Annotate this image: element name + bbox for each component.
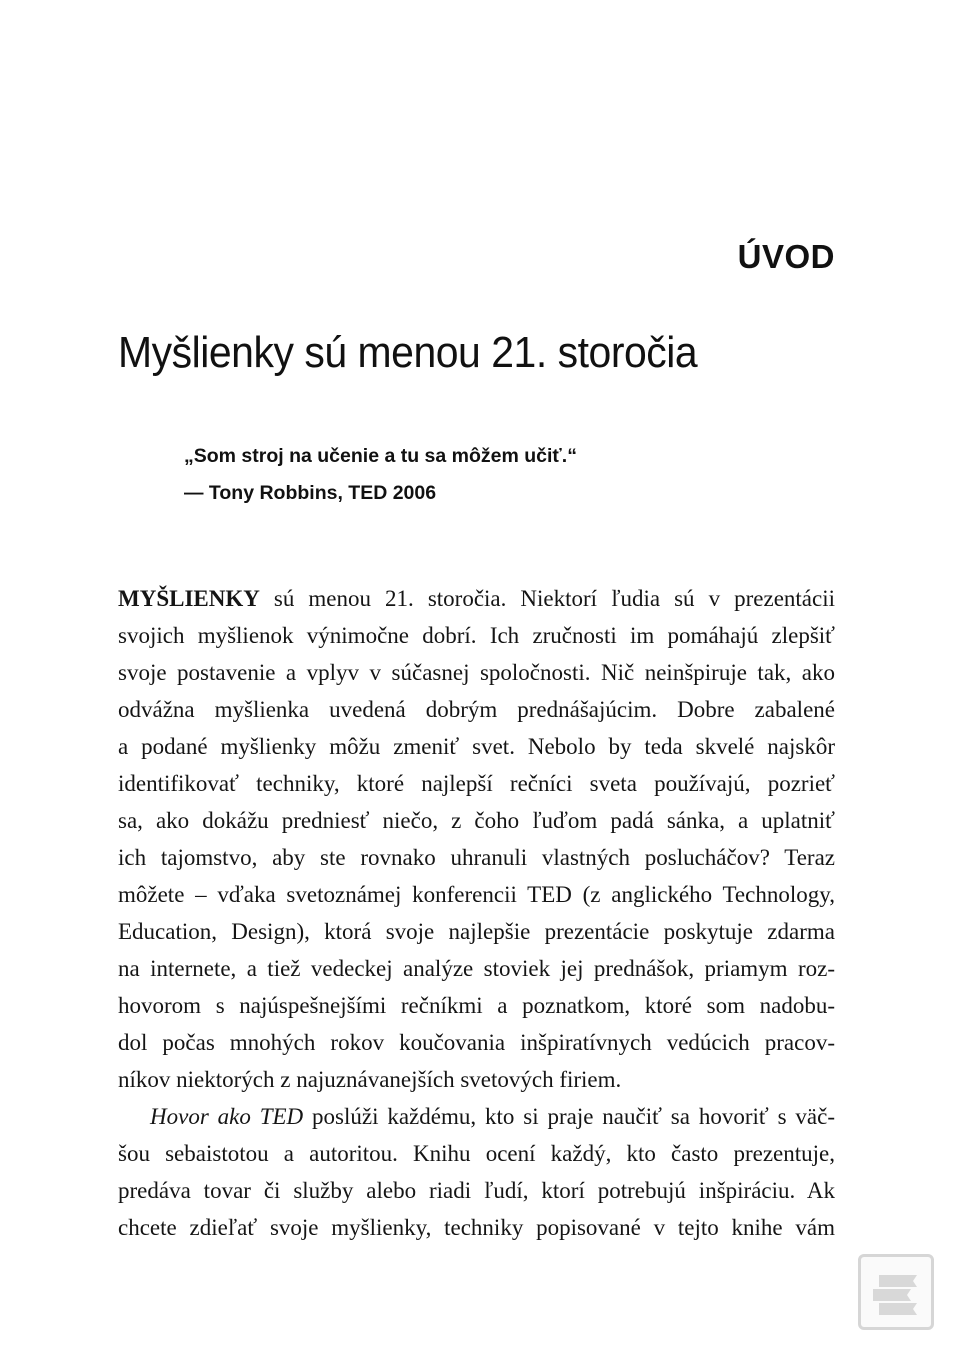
text-line: Hovor ako TED poslúži každému, kto si praje naučiť sa hovoriť s väč- xyxy=(150,1104,835,1129)
text-line: sa, ako dokážu predniesť niečo, z čoho ľuďom padá sánka, a uplatniť xyxy=(118,808,835,833)
chapter-label: ÚVOD xyxy=(737,238,835,275)
corner-badge[interactable] xyxy=(858,1254,934,1330)
text-line: Education, Design), ktorá svoje najlepšie prezentácie poskytuje zdarma xyxy=(118,919,835,944)
paragraph-2 xyxy=(118,1098,835,1246)
text-line: dol počas mnohých rokov koučovania inšpiratívnych vedúcich pracov- xyxy=(118,1030,835,1055)
text-line: MYŠLIENKY sú menou 21. storočia. Niektorí ľudia sú v prezentácii xyxy=(118,586,835,611)
body-text xyxy=(118,580,835,1246)
text-line: môžete – vďaka svetoznámej konferencii TED (z anglického Technology, xyxy=(118,882,835,907)
text-line: predáva tovar či služby alebo riadi ľudí, ktorí potrebujú inšpiráciu. Ak xyxy=(118,1178,835,1203)
book-title-italic: Hovor ako TED xyxy=(150,1104,304,1129)
text-line: ich tajomstvo, aby ste rovnako uhranuli vlastných poslucháčov? Teraz xyxy=(118,845,835,870)
text-line: níkov niektorých z najuznávanejších svetových firiem. xyxy=(118,1067,622,1092)
stacked-books-icon xyxy=(871,1271,923,1315)
epigraph-attribution: — Tony Robbins, TED 2006 xyxy=(184,482,437,504)
text-line: odvážna myšlienka uvedená dobrým prednášajúcim. Dobre zabalené xyxy=(118,697,835,722)
text-line: šou sebaistotou a autoritou. Knihu ocení každý, kto často prezentuje, xyxy=(118,1141,835,1166)
epigraph xyxy=(184,438,577,512)
text-line: hovorom s najúspešnejšími rečníkmi a poznatkom, ktoré som nadobu- xyxy=(118,993,835,1018)
chapter-title: Myšlienky sú menou 21. storočia xyxy=(118,328,698,377)
text-line: na internete, a tiež vedeckej analýze stoviek jej prednášok, priamym roz- xyxy=(118,956,835,981)
lead-bold-word: MYŠLIENKY xyxy=(118,586,260,611)
paragraph-1 xyxy=(118,580,835,1098)
text-line: svojich myšlienok výnimočne dobrí. Ich zručnosti im pomáhajú zlepšiť xyxy=(118,623,835,648)
text-line: chcete zdieľať svoje myšlienky, techniky popisované v tejto knihe vám xyxy=(118,1215,835,1240)
text-line: identifikovať techniky, ktoré najlepší rečníci sveta používajú, pozrieť xyxy=(118,771,835,796)
epigraph-quote: „Som stroj na učenie a tu sa môžem učiť.“ xyxy=(184,445,577,467)
text-line: svoje postavenie a vplyv v súčasnej spoločnosti. Nič neinšpiruje tak, ako xyxy=(118,660,835,685)
text-line: a podané myšlienky môžu zmeniť svet. Nebolo by teda skvelé najskôr xyxy=(118,734,835,759)
